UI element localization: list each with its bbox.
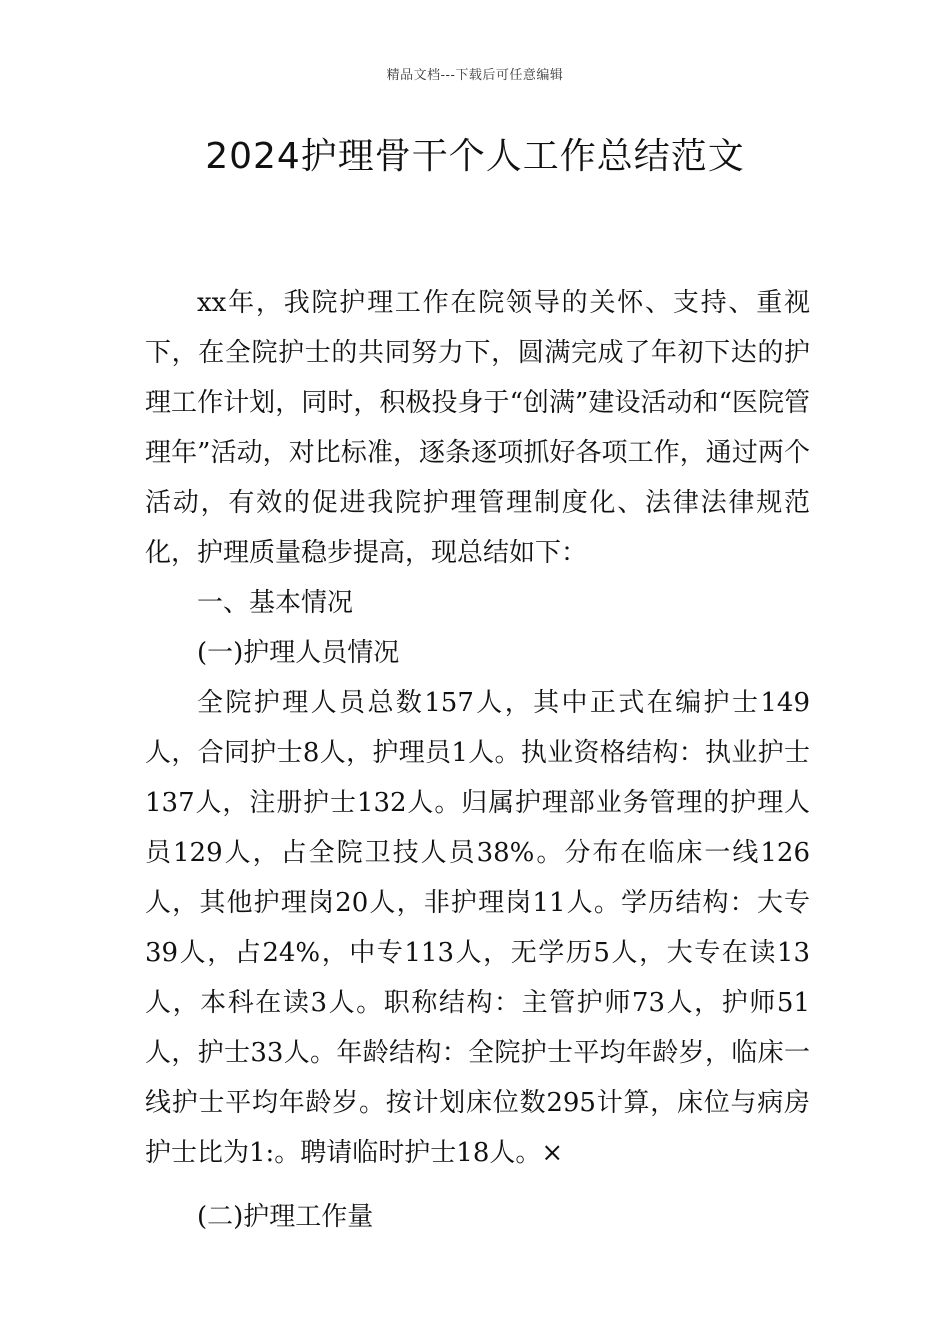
header-note: 精品文档---下载后可任意编辑 (386, 68, 564, 83)
paragraph-staff-details: 全院护理人员总数157人，其中正式在编护士149人，合同护士8人，护理员1人。执业资格结构：执业护士137人，注册护士132人。归属护理部业务管理的护理人员129人，占全院卫技人员38%。分布在临床一线126人，其他护理岗20人，非护理岗11人。学历结构：大专39人，占24%，中专113人，无学历5人，大专在读13人，本科在读3人。职称结构：主管护师73人，护师51人，护士33人。年龄结构：全院护士平均年龄岁，临床一线护士平均年龄岁。按计划床位数295计算，床位与病房护士比为1:。聘请临时护士18人。× (145, 688, 810, 1168)
document-body (145, 278, 810, 1242)
document-title: 2024护理骨干个人工作总结范文 (205, 136, 745, 177)
paragraph-intro: xx年，我院护理工作在院领导的关怀、支持、重视下，在全院护士的共同努力下，圆满完成了年初下达的护理工作计划，同时，积极投身于“创满”建设活动和“医院管理年”活动，对比标准，逐条逐项抓好各项工作，通过两个活动，有效的促进我院护理管理制度化、法律法律规范化，护理质量稳步提高，现总结如下： (145, 288, 810, 568)
section-heading-basic: 一、基本情况 (197, 588, 354, 618)
subsection-heading-staff: (一)护理人员情况 (197, 638, 400, 668)
subsection-heading-workload: (二)护理工作量 (197, 1202, 374, 1232)
